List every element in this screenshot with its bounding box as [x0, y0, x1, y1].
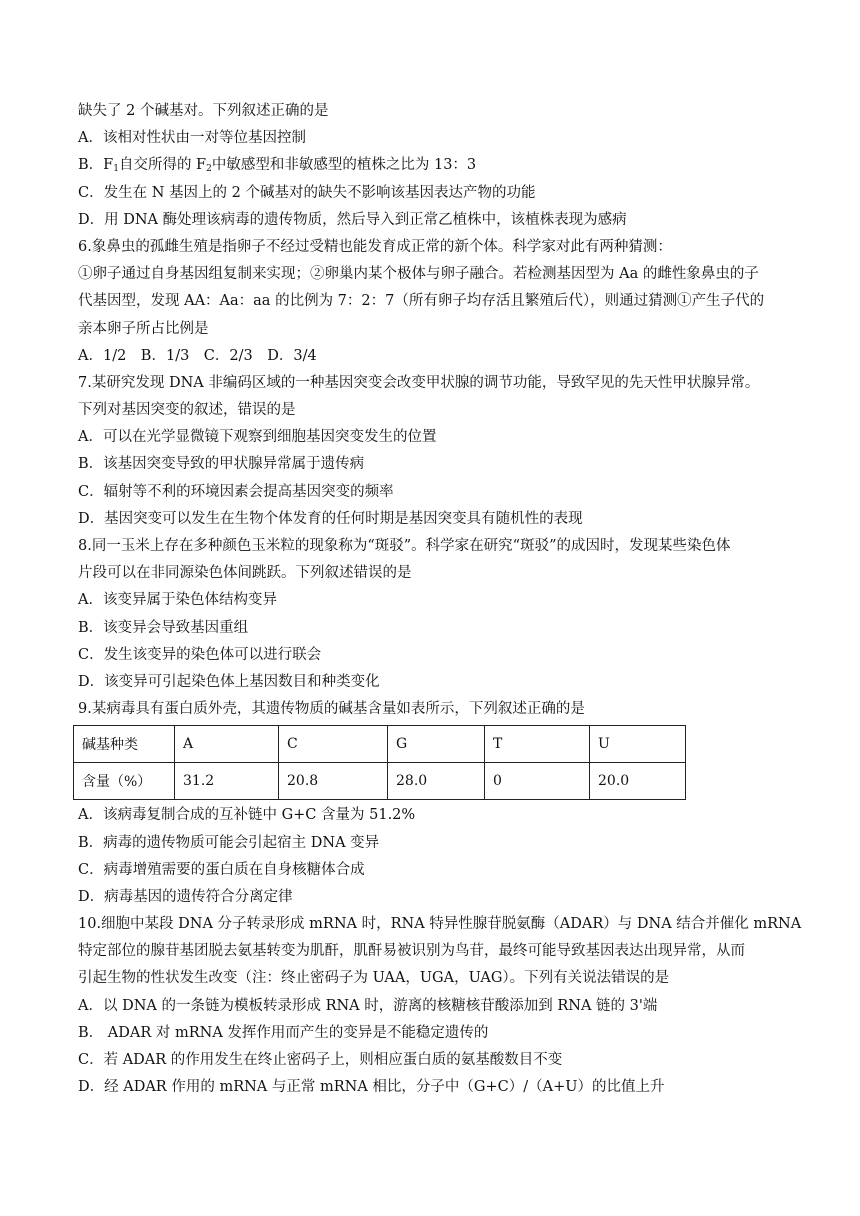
q10-option-a: A．以 DNA 的一条链为模板转录形成 RNA 时，游离的核糖核苷酸添加到 RNA 链的 3'端 — [78, 997, 658, 1014]
q10-stem-line3: 引起生物的性状发生改变（注：终止密码子为 UAA，UGA，UAG）。下列有关说法错误的是 — [78, 970, 670, 987]
q9-option-a: A．该病毒复制合成的互补链中 G+C 含量为 51.2% — [78, 807, 416, 824]
table-cell: 碱基种类 — [74, 726, 175, 763]
q10-stem-line2: 特定部位的腺苷基团脱去氨基转变为肌酐，肌酐易被识别为鸟苷，最终可能导致基因表达出现异常，从而 — [78, 943, 745, 960]
q5-option-d: D．用 DNA 酶处理该病毒的遗传物质，然后导入到正常乙植株中，该植株表现为感病 — [78, 211, 627, 228]
q6-stem-line3: 代基因型，发现 AA：Aa：aa 的比例为 7：2：7（所有卵子均存活且繁殖后代），则通过猜测①产生子代的 — [78, 293, 765, 310]
q10-option-d: D．经 ADAR 作用的 mRNA 与正常 mRNA 相比，分子中（G+C）/（A+U）的比值上升 — [78, 1079, 665, 1096]
q9-stem: 9.某病毒具有蛋白质外壳，其遗传物质的碱基含量如表所示，下列叙述正确的是 — [78, 701, 585, 718]
q6-stem-line1: 6.象鼻虫的孤雌生殖是指卵子不经过受精也能发育成正常的新个体。科学家对此有两种猜测： — [78, 238, 672, 255]
q8-option-c: C．发生该变异的染色体可以进行联会 — [78, 646, 322, 663]
q8-stem-line1: 8.同一玉米上存在多种颜色玉米粒的现象称为“斑驳”。科学家在研究“斑驳”的成因时，发现某些染色体 — [78, 538, 731, 554]
base-content-table — [73, 725, 686, 800]
q10-option-c: C．若 ADAR 的作用发生在终止密码子上，则相应蛋白质的氨基酸数目不变 — [78, 1052, 563, 1068]
q5-stem-end: 缺失了 2 个碱基对。下列叙述正确的是 — [78, 103, 329, 119]
q9-option-d: D．病毒基因的遗传符合分离定律 — [78, 888, 293, 905]
table-cell: 含量（%） — [74, 763, 175, 800]
q5-option-a: A．该相对性状由一对等位基因控制 — [78, 130, 306, 147]
q9-option-c: C．病毒增殖需要的蛋白质在自身核糖体合成 — [78, 861, 365, 878]
table-cell: C — [279, 726, 388, 763]
table-cell: 0 — [485, 763, 590, 800]
q6-options: A．1/2 B．1/3 C．2/3 D．3/4 — [78, 347, 317, 364]
document-page — [78, 98, 802, 1101]
q8-stem-line2: 片段可以在非同源染色体间跳跃。下列叙述错误的是 — [78, 565, 412, 582]
q5-option-b: B．$F_1$自交所得的 $F_2$中敏感型和非敏感型的植株之比为 13：3 — [78, 157, 477, 175]
table-cell: G — [388, 726, 485, 763]
table-header-row — [74, 726, 686, 763]
table-cell: 20.8 — [279, 763, 388, 800]
q8-option-a: A．该变异属于染色体结构变异 — [78, 592, 277, 609]
q6-stem-line2: ①卵子通过自身基因组复制来实现；②卵巢内某个极体与卵子融合。若检测基因型为 Aa 的雌性象鼻虫的子 — [78, 266, 759, 283]
q8-option-d: D．该变异可引起染色体上基因数目和种类变化 — [78, 673, 380, 690]
q9-option-b: B．病毒的遗传物质可能会引起宿主 DNA 变异 — [78, 834, 380, 851]
q7-option-d: D．基因突变可以发生在生物个体发育的任何时期是基因突变具有随机性的表现 — [78, 510, 583, 527]
q5-option-c: C．发生在 N 基因上的 2 个碱基对的缺失不影响该基因表达产物的功能 — [78, 184, 536, 201]
table-cell: A — [175, 726, 279, 763]
table-cell: U — [590, 726, 686, 763]
q6-stem-line4: 亲本卵子所占比例是 — [78, 320, 209, 337]
table-cell: 28.0 — [388, 763, 485, 800]
q7-stem-line1: 7.某研究发现 DNA 非编码区域的一种基因突变会改变甲状腺的调节功能，导致罕见的先天性甲状腺异常。 — [78, 374, 760, 391]
table-cell: T — [485, 726, 590, 763]
table-cell: 31.2 — [175, 763, 279, 800]
table-row — [74, 763, 686, 800]
q7-option-a: A．可以在光学显微镜下观察到细胞基因突变发生的位置 — [78, 429, 437, 446]
q7-option-b: B．该基因突变导致的甲状腺异常属于遗传病 — [78, 456, 365, 473]
q7-stem-line2: 下列对基因突变的叙述，错误的是 — [78, 402, 296, 419]
q10-stem-line1: 10.细胞中某段 DNA 分子转录形成 mRNA 时，RNA 特异性腺苷脱氨酶（ADAR）与 DNA 结合并催化 mRNA — [78, 916, 802, 933]
q8-option-b: B．该变异会导致基因重组 — [78, 619, 249, 636]
q10-option-b: B． ADAR 对 mRNA 发挥作用而产生的变异是不能稳定遗传的 — [78, 1024, 489, 1041]
q7-option-c: C．辐射等不利的环境因素会提高基因突变的频率 — [78, 483, 394, 500]
table-cell: 20.0 — [590, 763, 686, 800]
